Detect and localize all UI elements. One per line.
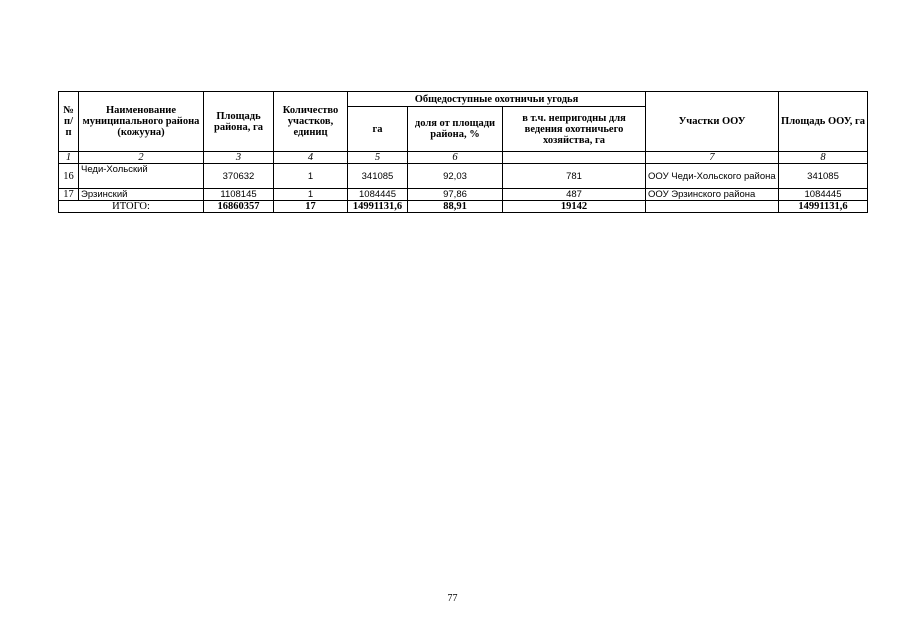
row-oou-area: 341085 <box>779 164 868 189</box>
table-row <box>59 164 868 189</box>
row-name: Чеди-Хольский <box>79 164 204 189</box>
row-oou-area: 1084445 <box>779 189 868 201</box>
total-label: ИТОГО: <box>59 201 204 213</box>
row-count: 1 <box>274 189 348 201</box>
header-name: Наименование муниципального района (кожууна) <box>79 92 204 152</box>
row-num: 17 <box>59 189 79 201</box>
row-public-ha: 341085 <box>348 164 408 189</box>
header-count: Количество участков, единиц <box>274 92 348 152</box>
row-oou: ООУ Эрзинского района <box>646 189 779 201</box>
total-public-share: 88,91 <box>408 201 503 213</box>
column-number: 6 <box>408 152 503 164</box>
total-count: 17 <box>274 201 348 213</box>
column-number: 8 <box>779 152 868 164</box>
column-number: 7 <box>646 152 779 164</box>
row-public-unsuitable: 781 <box>503 164 646 189</box>
header-public-ha: га <box>348 107 408 152</box>
header-row-1 <box>59 92 868 107</box>
header-num: № п/п <box>59 92 79 152</box>
table-row <box>59 189 868 201</box>
header-public-group: Общедоступные охотничьи угодья <box>348 92 646 107</box>
header-public-unsuitable: в т.ч. непригодны для ведения охотничьего хозяйства, га <box>503 107 646 152</box>
row-count: 1 <box>274 164 348 189</box>
row-public-share: 97,86 <box>408 189 503 201</box>
row-public-ha: 1084445 <box>348 189 408 201</box>
total-oou <box>646 201 779 213</box>
total-public-unsuitable: 19142 <box>503 201 646 213</box>
total-area: 16860357 <box>204 201 274 213</box>
row-oou: ООУ Чеди-Хольского района <box>646 164 779 189</box>
column-number: 1 <box>59 152 79 164</box>
row-area: 1108145 <box>204 189 274 201</box>
row-public-unsuitable: 487 <box>503 189 646 201</box>
header-public-share: доля от площади района, % <box>408 107 503 152</box>
header-oou-area: Площадь ООУ, га <box>779 92 868 152</box>
column-number: 3 <box>204 152 274 164</box>
header-area: Площадь района, га <box>204 92 274 152</box>
column-number-empty <box>503 152 646 164</box>
total-oou-area: 14991131,6 <box>779 201 868 213</box>
row-name: Эрзинский <box>79 189 204 201</box>
row-area: 370632 <box>204 164 274 189</box>
row-num: 16 <box>59 164 79 189</box>
column-number: 2 <box>79 152 204 164</box>
header-oou: Участки ООУ <box>646 92 779 152</box>
row-public-share: 92,03 <box>408 164 503 189</box>
column-number: 5 <box>348 152 408 164</box>
column-number: 4 <box>274 152 348 164</box>
hunting-grounds-table <box>58 91 868 213</box>
total-public-ha: 14991131,6 <box>348 201 408 213</box>
column-number-row <box>59 152 868 164</box>
total-row <box>59 201 868 213</box>
page-number: 77 <box>447 593 458 604</box>
